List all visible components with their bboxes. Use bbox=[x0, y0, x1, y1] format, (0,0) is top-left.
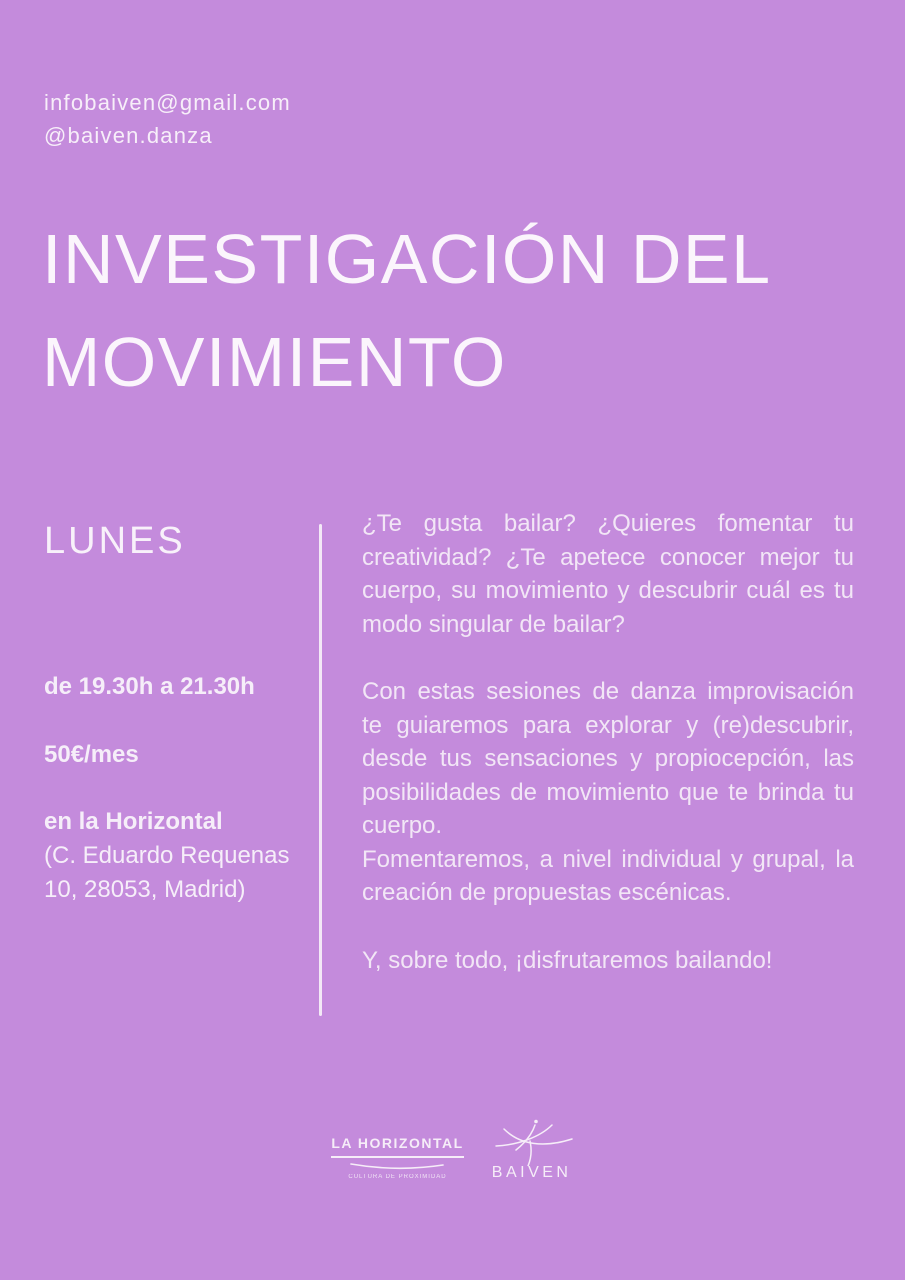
schedule-details bbox=[44, 670, 302, 907]
contact-email: infobaiven@gmail.com bbox=[44, 90, 291, 115]
poster-title-line1: INVESTIGACIÓN DEL bbox=[42, 220, 772, 298]
column-divider bbox=[319, 524, 322, 1016]
description-paragraph-3: Fomentaremos, a nivel individual y grupal, la creación de propuestas escénicas. bbox=[362, 845, 854, 906]
description-text bbox=[362, 507, 854, 977]
schedule-time: de 19.30h a 21.30h bbox=[44, 673, 255, 700]
baiven-logo bbox=[490, 1118, 574, 1182]
description-paragraph-2: Con estas sesiones de danza improvisación te guiaremos para explorar y (re)descubrir, desde tus sensaciones y propiocepción, las posibilidades de movimiento que te brinda tu cuerpo. bbox=[362, 678, 854, 839]
schedule-venue: en la Horizontal bbox=[44, 808, 223, 835]
baiven-logo-name: BAIVEN bbox=[491, 1164, 572, 1181]
la-horizontal-underline bbox=[331, 1156, 463, 1158]
la-horizontal-tagline: CULTURA DE PROXIMIDAD bbox=[348, 1174, 447, 1180]
la-horizontal-logo-name: LA HORIZONTAL bbox=[331, 1135, 464, 1151]
poster-title-line2: MOVIMIENTO bbox=[42, 323, 507, 401]
schedule-address: (C. Eduardo Requenas 10, 28053, Madrid) bbox=[44, 842, 290, 903]
description-paragraph-1: ¿Te gusta bailar? ¿Quieres fomentar tu creatividad? ¿Te apetece conocer mejor tu cuerpo, su movimiento y descubrir cuál es tu modo singular de bailar? bbox=[362, 510, 854, 638]
contact-instagram-handle: @baiven.danza bbox=[44, 123, 213, 148]
la-horizontal-logo bbox=[331, 1135, 463, 1180]
la-horizontal-arc-icon bbox=[349, 1162, 445, 1172]
schedule-price: 50€/mes bbox=[44, 741, 139, 768]
contact-info bbox=[44, 86, 291, 152]
footer-logos bbox=[0, 1118, 905, 1182]
poster-title bbox=[42, 208, 772, 414]
schedule-day: LUNES bbox=[44, 520, 186, 562]
description-paragraph-4: Y, sobre todo, ¡disfrutaremos bailando! bbox=[362, 946, 773, 974]
baiven-figure-icon bbox=[490, 1118, 574, 1166]
